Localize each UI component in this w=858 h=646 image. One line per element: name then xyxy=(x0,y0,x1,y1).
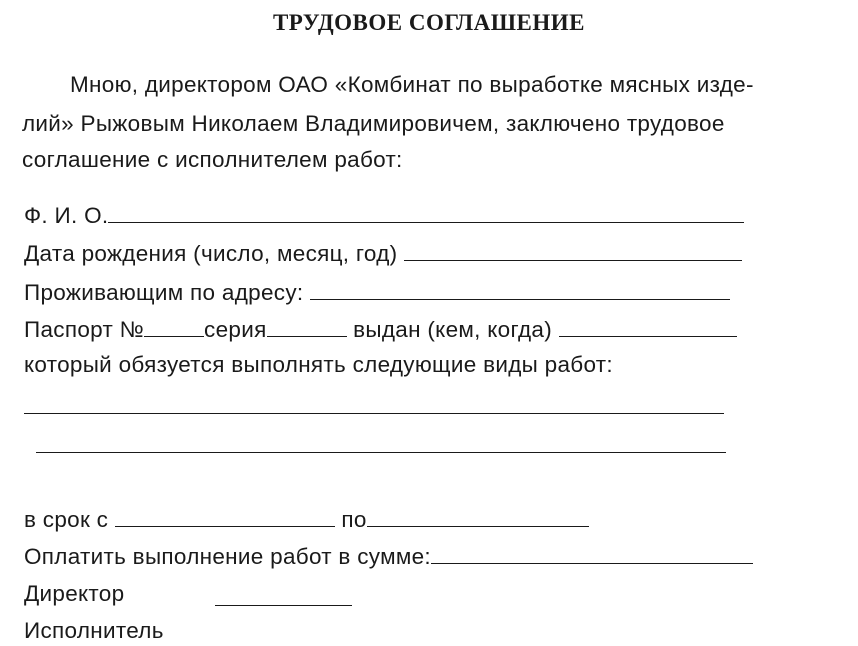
fio-label: Ф. И. О. xyxy=(24,203,109,228)
works-blank-1[interactable] xyxy=(24,413,724,414)
birth-blank[interactable] xyxy=(404,238,742,261)
fio-row xyxy=(24,200,744,231)
passport-number-blank[interactable] xyxy=(144,314,204,337)
director-label: Директор xyxy=(24,581,125,606)
series-blank[interactable] xyxy=(267,314,347,337)
payment-label: Оплатить выполнение работ в сумме: xyxy=(24,544,431,569)
term-from-blank[interactable] xyxy=(115,504,335,527)
intro-line-2: лий» Рыжовым Николаем Владимировичем, заключено трудовое xyxy=(22,111,725,136)
document-title: ТРУДОВОЕ СОГЛАШЕНИЕ xyxy=(272,10,586,35)
birth-row xyxy=(24,238,742,269)
issued-blank[interactable] xyxy=(559,314,737,337)
term-from-label: в срок с xyxy=(24,507,109,532)
series-label: серия xyxy=(204,317,267,342)
fio-blank[interactable] xyxy=(108,200,744,223)
address-row xyxy=(24,277,730,308)
intro-line-3: соглашение с исполнителем работ: xyxy=(22,147,403,172)
term-to-label: по xyxy=(341,507,367,532)
payment-blank[interactable] xyxy=(431,541,753,564)
birth-label: Дата рождения (число, месяц, год) xyxy=(24,241,398,266)
passport-label: Паспорт № xyxy=(24,317,145,342)
address-label: Проживающим по адресу: xyxy=(24,280,304,305)
director-signature-blank[interactable] xyxy=(215,605,352,606)
passport-row xyxy=(24,314,737,345)
executor-label: Исполнитель xyxy=(24,618,164,643)
works-label: который обязуется выполнять следующие виды работ: xyxy=(24,352,613,377)
payment-row xyxy=(24,541,753,572)
issued-label: выдан (кем, когда) xyxy=(353,317,552,342)
term-to-blank[interactable] xyxy=(367,504,589,527)
term-row xyxy=(24,504,589,535)
works-blank-2[interactable] xyxy=(36,452,726,453)
intro-line-1: Мною, директором ОАО «Комбинат по выработке мясных изде- xyxy=(70,72,754,97)
address-blank[interactable] xyxy=(310,277,730,300)
